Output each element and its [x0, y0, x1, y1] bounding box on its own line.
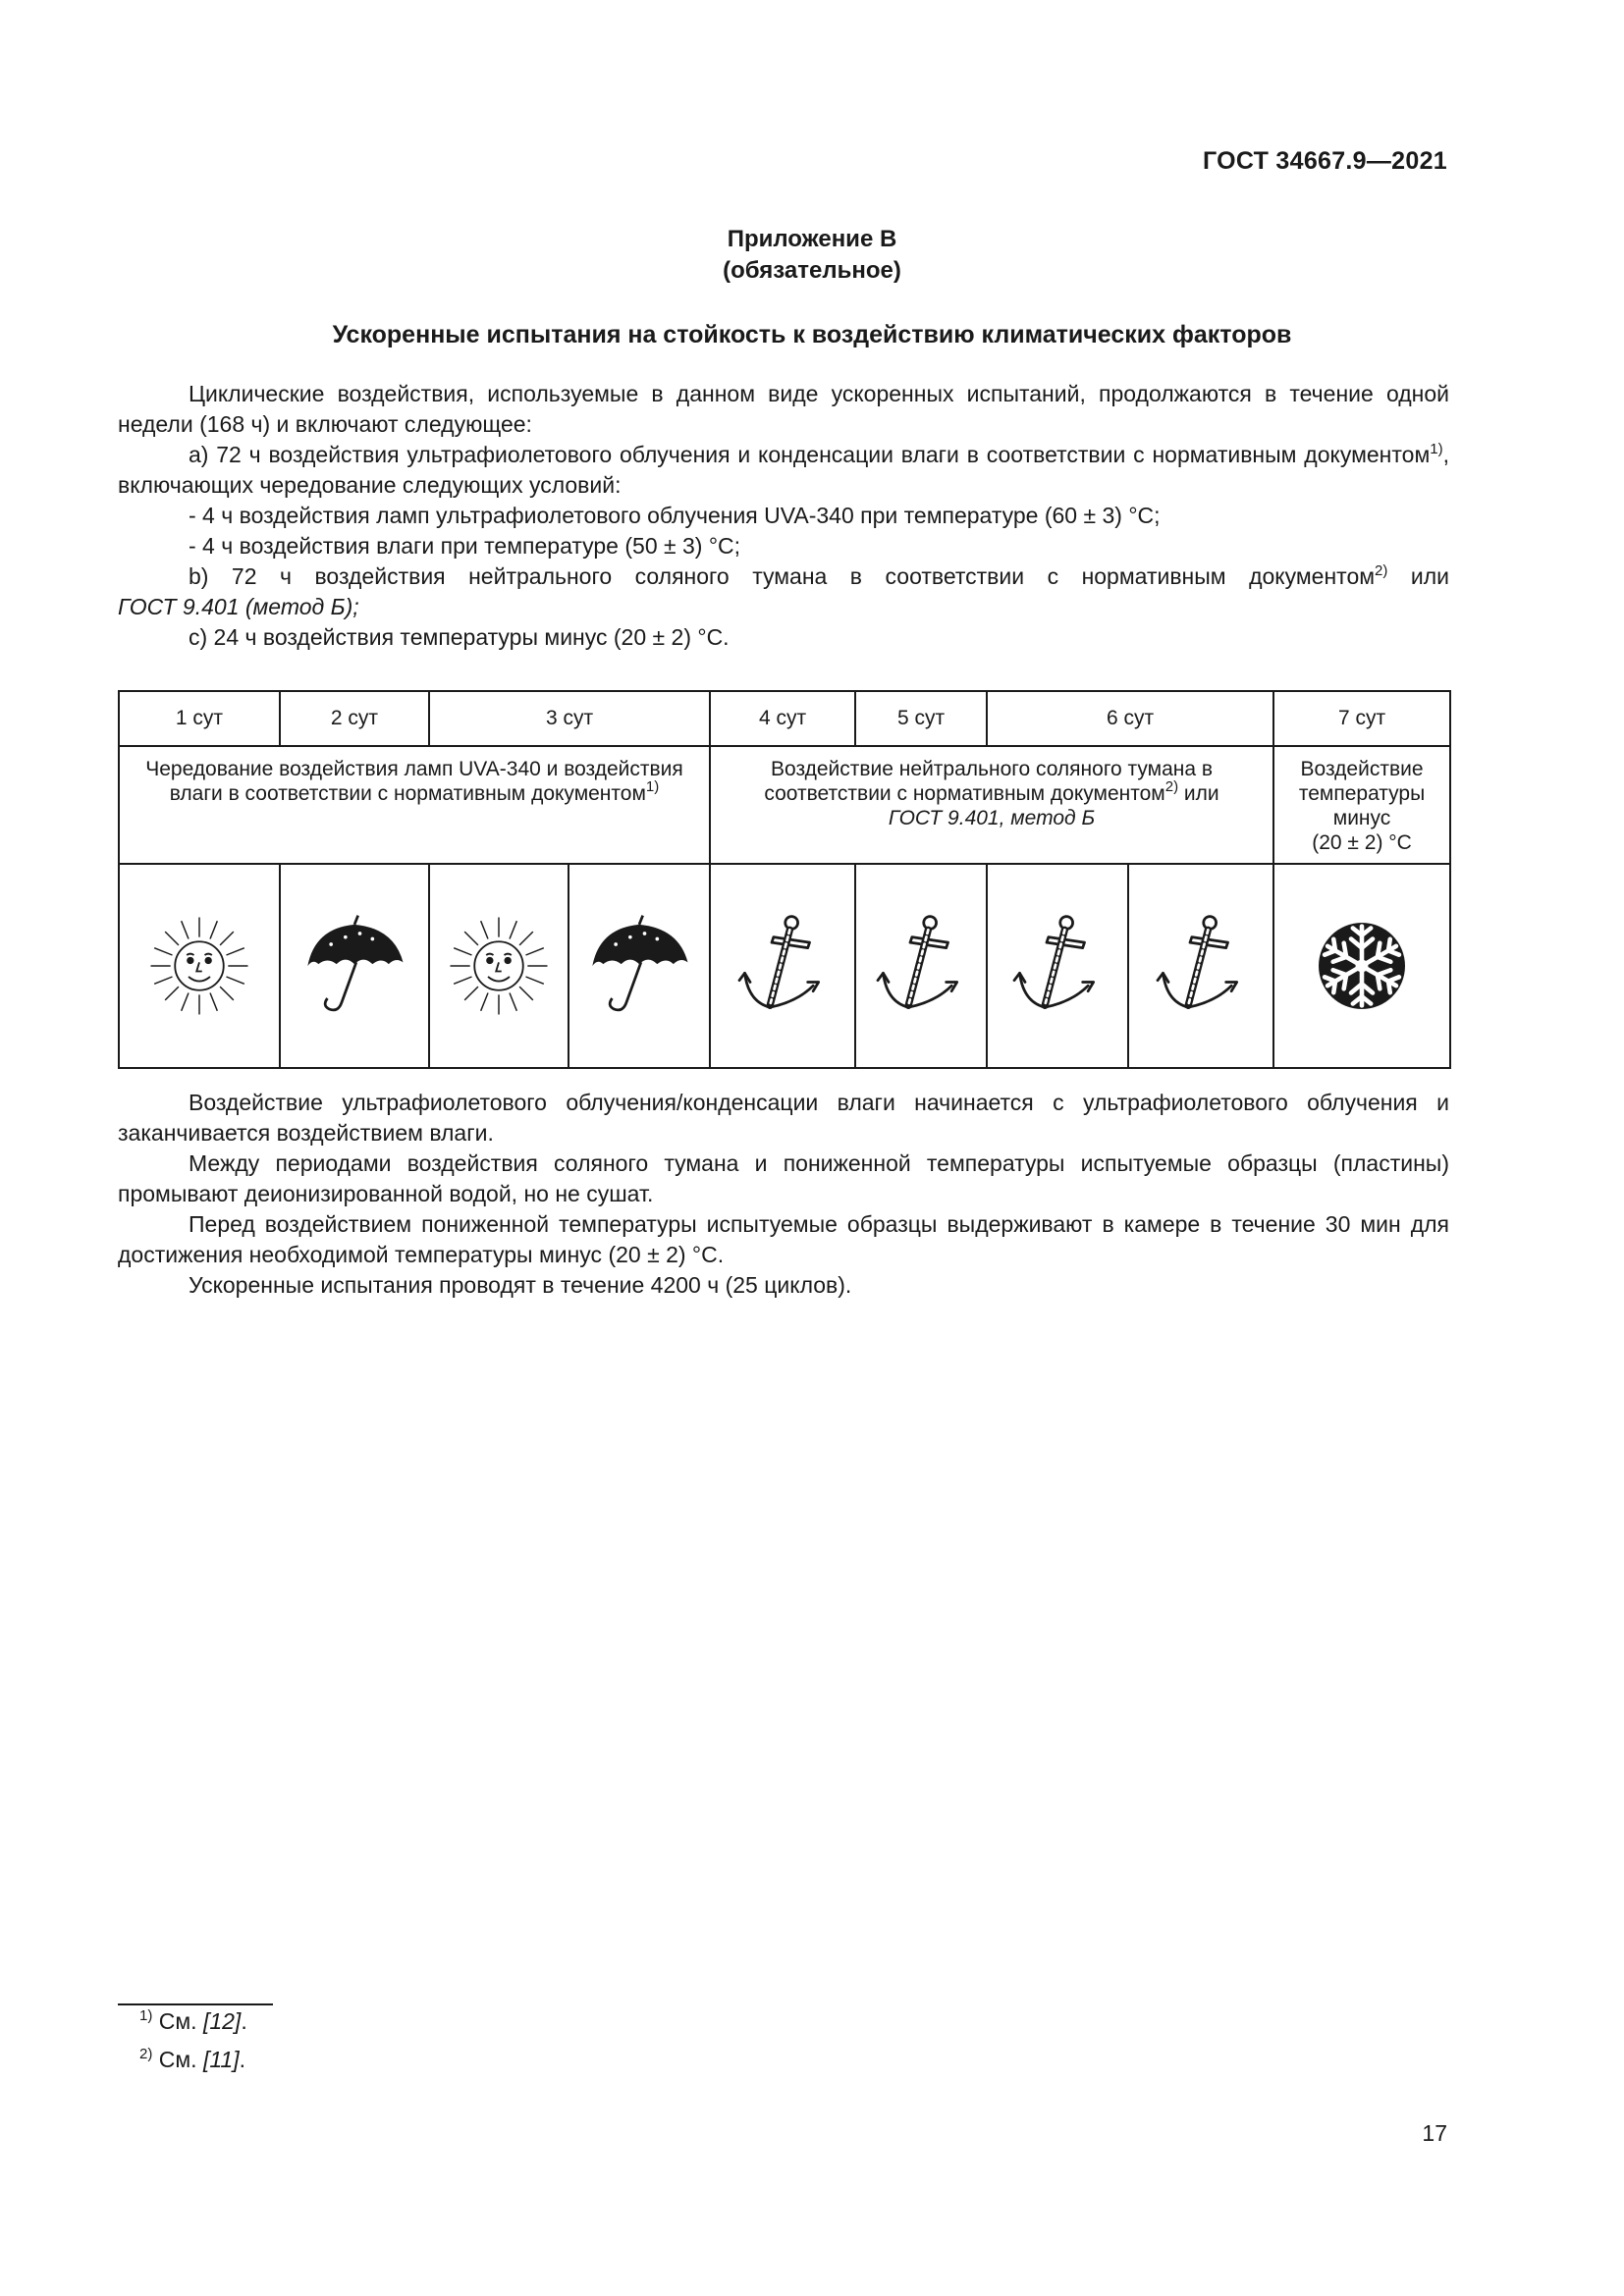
day-cell: 1 сут: [119, 691, 280, 746]
page-number: 17: [1422, 2120, 1447, 2146]
icon-cell: [710, 864, 855, 1068]
footnote-prefix: См.: [158, 2047, 203, 2072]
icon-cell: [119, 864, 280, 1068]
day-cell: 5 сут: [855, 691, 987, 746]
intro-paragraph: Циклические воздействия, используемые в данном виде ускоренных испытаний, продолжаются в течение одной недели (168 ч) и включают следующее:: [118, 381, 1449, 437]
day-cell: 2 сут: [280, 691, 429, 746]
item-a-dash-2: - 4 ч воздействия влаги при температуре (50 ± 3) °С;: [189, 533, 741, 559]
paragraph: Перед воздействием пониженной температуры испытуемые образцы выдерживают в камере в течение 30 мин для достижения необходимой температуры минус (20 ± 2) °С.: [118, 1211, 1449, 1267]
day-cell: 4 сут: [710, 691, 855, 746]
footnote-ref-1: 1): [1430, 441, 1443, 457]
test-cycle-table: [118, 690, 1451, 1069]
salt-fog-description-text: Воздействие нейтрального соляного тумана в соответствии с нормативным документом: [764, 758, 1214, 805]
anchor-icon: [1147, 907, 1255, 1025]
icon-cell: [1128, 864, 1273, 1068]
footnote-ref-1: 1): [645, 778, 660, 795]
annex-subtitle: (обязательное): [723, 257, 901, 284]
uv-description: [119, 746, 710, 864]
icon-cell: [1273, 864, 1450, 1068]
anchor-icon: [729, 907, 837, 1025]
footnote-1: [139, 2008, 247, 2035]
day-cell: 7 сут: [1273, 691, 1450, 746]
section-title: Ускоренные испытания на стойкость к воздействию климатических факторов: [332, 321, 1292, 348]
footnote-reference: [12]: [202, 2008, 242, 2034]
item-a: [118, 440, 1449, 501]
footnote-separator: [118, 2003, 273, 2005]
intro-text: [118, 379, 1449, 653]
salt-fog-standard: ГОСТ 9.401, метод Б: [888, 807, 1096, 829]
icon-cell: [568, 864, 710, 1068]
sun-icon: [145, 907, 253, 1025]
item-b-tail: или: [1387, 563, 1449, 589]
footnote-mark: 2): [139, 2046, 153, 2062]
item-a-dash-1: - 4 ч воздействия ламп ультрафиолетового облучения UVA-340 при температуре (60 ± 3) °С;: [189, 503, 1161, 528]
day-header-row: [119, 691, 1450, 746]
uv-description-text: Чередование воздействия ламп UVA-340 и воздействия влаги в соответствии с нормативным документом: [145, 758, 683, 805]
icon-cell: [855, 864, 987, 1068]
cold-temperature: (20 ± 2) °С: [1312, 831, 1412, 854]
umbrella-icon: [585, 907, 693, 1025]
day-cell: 6 сут: [987, 691, 1273, 746]
item-a-tail: , включающих чередование следующих условий:: [118, 442, 1449, 498]
cold-description: [1273, 746, 1450, 864]
document-code: ГОСТ 34667.9—2021: [1202, 147, 1447, 175]
icon-cell: [987, 864, 1128, 1068]
paragraph: Ускоренные испытания проводят в течение 4200 ч (25 циклов).: [189, 1272, 852, 1298]
paragraph: Воздействие ультрафиолетового облучения/конденсации влаги начинается с ультрафиолетового облучения и заканчивается воздействием влаги.: [118, 1090, 1449, 1146]
description-row: [119, 746, 1450, 864]
footnote-ref-2: 2): [1164, 778, 1179, 795]
item-a-text: а) 72 ч воздействия ультрафиолетового облучения и конденсации влаги в соответствии с нормативным документом: [189, 442, 1431, 467]
item-b-text: b) 72 ч воздействия нейтрального соляного тумана в соответствии с нормативным документом: [189, 563, 1376, 589]
footnote-suffix: .: [241, 2008, 247, 2034]
footnote-ref-2: 2): [1375, 562, 1388, 579]
after-table-text: [118, 1088, 1449, 1301]
footnote-mark: 1): [139, 2007, 153, 2024]
icon-cell: [280, 864, 429, 1068]
footnote-prefix: См.: [158, 2008, 203, 2034]
annex-title: Приложение В: [727, 226, 897, 252]
footnote-reference: [11]: [202, 2047, 240, 2072]
anchor-icon: [1003, 907, 1111, 1025]
footnote-suffix: .: [239, 2047, 245, 2072]
item-b: [118, 561, 1449, 592]
umbrella-icon: [300, 907, 408, 1025]
paragraph: Между периодами воздействия соляного тумана и пониженной температуры испытуемые образцы (пластины) промывают деионизированной водой, но не сушат.: [118, 1150, 1449, 1206]
icon-row: [119, 864, 1450, 1068]
day-cell: 3 сут: [429, 691, 710, 746]
item-b-standard: ГОСТ 9.401 (метод Б);: [118, 594, 359, 619]
item-b-reference: [118, 592, 1449, 622]
sun-icon: [445, 907, 553, 1025]
anchor-icon: [867, 907, 975, 1025]
icon-cell: [429, 864, 568, 1068]
footnote-2: [139, 2047, 245, 2073]
salt-fog-description: [710, 746, 1273, 864]
item-c: с) 24 ч воздействия температуры минус (20 ± 2) °С.: [189, 624, 730, 650]
cold-description-text: Воздействие температуры минус: [1298, 758, 1426, 829]
snowflake-icon: [1308, 907, 1416, 1025]
salt-fog-or: или: [1178, 782, 1219, 805]
